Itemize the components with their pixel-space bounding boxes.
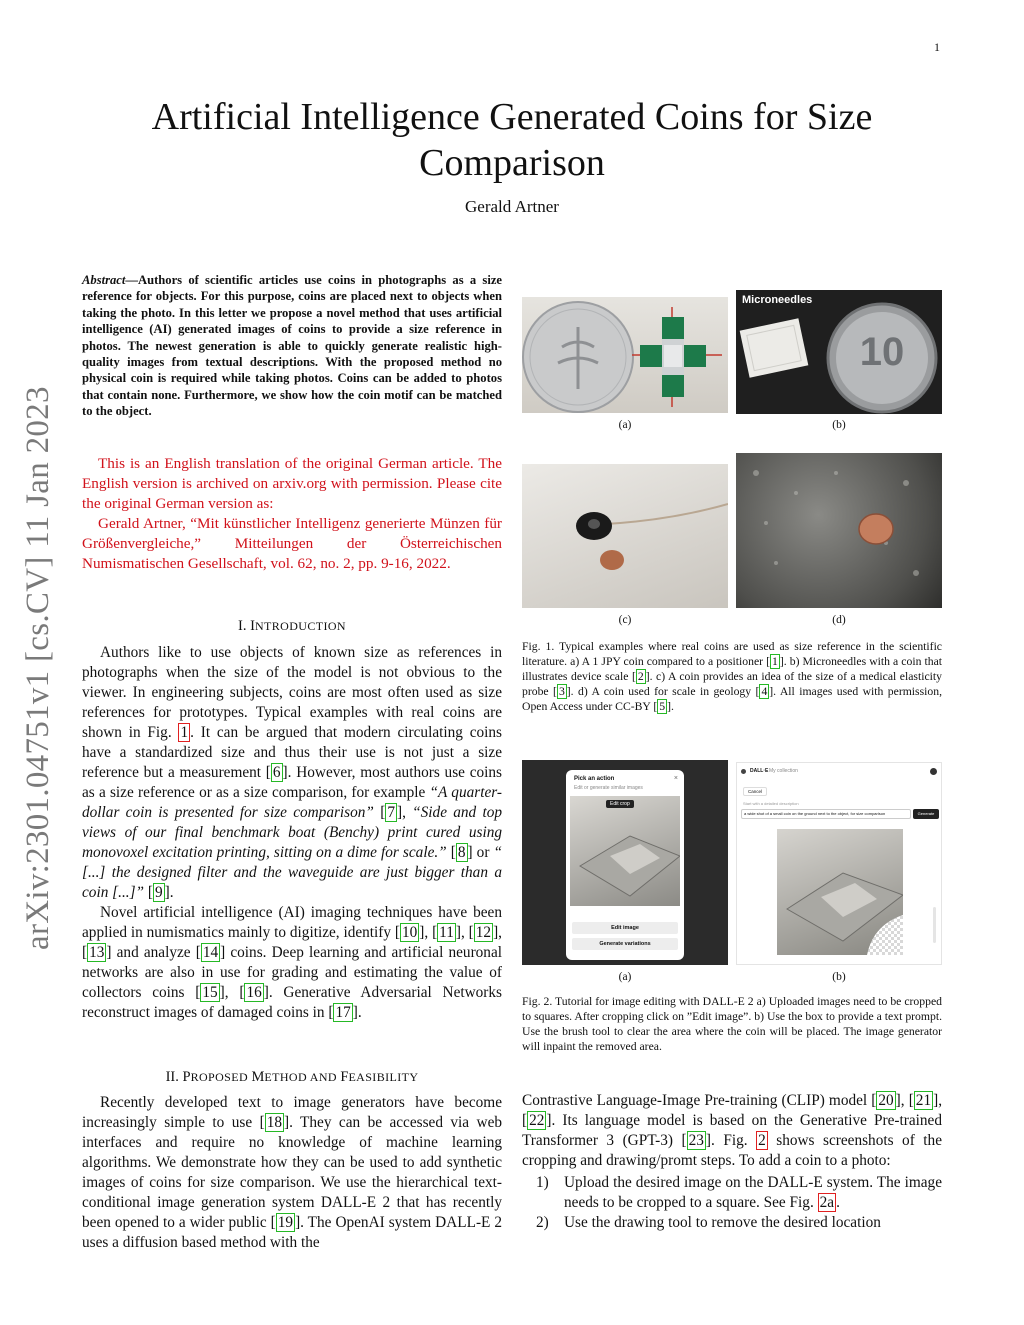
fig2-sub-b: (b) [832, 971, 846, 983]
citation-link[interactable]: 11 [439, 924, 454, 941]
citation-link[interactable]: 19 [277, 1214, 294, 1231]
introduction-body [82, 643, 502, 1023]
method-body-continued [522, 1091, 942, 1233]
citation-link[interactable]: 18 [266, 1114, 282, 1131]
step-1: 1) Upload the desired image on the DALL-E system. The image needs to be cropped to a square. See Fig. 2a . [536, 1174, 942, 1211]
citation-link[interactable]: 22 [529, 1112, 545, 1129]
fig1a-illustration [522, 297, 728, 413]
edit-canvas[interactable] [777, 829, 903, 955]
fig1c-photo [522, 464, 728, 608]
citation-link[interactable]: 9 [154, 884, 163, 901]
fig1c-illustration [522, 464, 728, 608]
fig2b-screenshot [736, 762, 942, 965]
translation-note-intro: This is an English translation of the original German article. The English version is archived on arxiv.org with permission. Please cite the original German version as: [82, 455, 502, 512]
avatar[interactable] [930, 768, 937, 775]
app-name: DALL·E [750, 768, 769, 774]
method-paragraph-1: Recently developed text to image generators have become increasingly simple to use [ 18 ]. They can be accessed via web interfaces and require no knowledge of machine learning algorithms. We demonstrate how they can be used to add synthetic images of coins for size comparison. We use the hierarchical text-conditional image generation system DALL-E 2 that has recently been opened to a wider public [ 19 ]. The OpenAI system DALL-E 2 uses a diffusion based method with the [82, 1094, 503, 1251]
close-icon[interactable]: × [673, 775, 678, 782]
citation-link[interactable]: 2 [637, 670, 644, 683]
prompt-input[interactable]: a wide shot of a small coin on the ground next to the object, for size comparison [741, 809, 911, 819]
section-heading-method: II. PROPOSED METHOD AND FEASIBILITY [165, 1069, 419, 1085]
abstract [82, 272, 502, 420]
citation-link[interactable]: 15 [202, 984, 218, 1001]
citation-link[interactable]: 12 [475, 924, 492, 941]
fig2a-screenshot [522, 760, 728, 965]
citation-link[interactable]: 3 [558, 685, 565, 698]
dialog-title: Pick an action [574, 776, 615, 782]
step-2: 2) Use the drawing tool to remove the desired location [536, 1214, 881, 1231]
translation-note [82, 454, 502, 574]
citation-link[interactable]: 6 [272, 764, 281, 781]
generate-variations-button[interactable]: Generate variations [572, 938, 678, 950]
author-name: Gerald Artner [465, 197, 559, 216]
fig1b-overlay-label: Microneedles [742, 294, 813, 306]
generate-button[interactable]: Generate [913, 809, 939, 819]
abstract-label: Abstract [82, 273, 126, 287]
section-heading-introduction: I. INTRODUCTION [238, 618, 346, 634]
cancel-button[interactable]: Cancel [743, 787, 767, 796]
citation-link[interactable]: 20 [878, 1092, 894, 1109]
fig2-sub-a: (a) [618, 971, 632, 983]
translation-note-citation: Gerald Artner, “Mit künstlicher Intelligenz generierte Münzen für Größenvergleiche,” Mitteilungen der Österreichischen Numismatischen Gesellschaft, vol. 62, no. 2, pp. 9-16, 2022. [82, 515, 502, 572]
prompt-hint: Start with a detailed description [743, 801, 799, 806]
fig2-caption: Fig. 2. Tutorial for image editing with DALL-E 2 a) Uploaded images need to be cropped to squares. After cropping click on ”Edit image”. b) Use the box to provide a text prompt. Use the brush tool to clear the area where the coin will be placed. The image generator will inpaint the removed area. [522, 995, 942, 1053]
intro-paragraph-1: Authors like to use objects of known size as references in photographs when the size of the model is not obvious to the viewer. In engineering subjects, coins are most often used as size references for prototypes. Typical examples with real coins are shown in Fig. 1 . It can be argued that modern circulating coins have a standardized size and thus their use is not just a size reference but a measurement [ 6 ]. However, most authors use coins as a size reference or as a size comparison, for example “A quarter-dollar coin is presented for size comparison” [ 7 ], “Side and top views of our final benchmark boat (Benchy) print cured using monovoxel excitation printing, sitting on a dime for scale.” [ 8 ] or “ [...] the designed filter and the waveguide are just bigger than a coin [...]” [ 9 ]. [82, 644, 503, 901]
fig1-sub-a: (a) [618, 419, 632, 431]
edit-image-button[interactable]: Edit image [572, 922, 678, 934]
citation-link[interactable]: 1 [772, 655, 778, 668]
citation-link[interactable]: 4 [761, 685, 768, 698]
fig1-caption: Fig. 1. Typical examples where real coins are used as size reference in the scientific literature. a) A 1 JPY coin compared to a positioner [ 1 ]. b) Microneedles with a coin that illustrates device scale [ 2 ]. c) A coin provides an idea of the size of a medical elasticity probe [ 3 ]. d) A coin used for scale in geology [ 4 ]. All images used with permission, Open Access under CC-BY [ 5 ]. [522, 640, 943, 713]
citation-link[interactable]: 23 [688, 1132, 704, 1149]
zoom-slider[interactable] [933, 907, 936, 943]
edit-crop-button[interactable]: Edit crop [606, 800, 634, 808]
fig1b-photo [736, 290, 942, 414]
citation-link[interactable]: 7 [387, 804, 395, 821]
citation-link[interactable]: 5 [659, 700, 666, 713]
citation-link[interactable]: 14 [202, 944, 219, 961]
fig1-sub-d: (d) [832, 614, 846, 626]
fig-ref-link[interactable]: 2a [819, 1194, 835, 1211]
citation-link[interactable]: 13 [89, 944, 105, 961]
fig2b-illustration [777, 829, 903, 955]
intro-paragraph-2: Novel artificial intelligence (AI) imaging techniques have been applied in numismatics mainly to digitize, identify [ 10 ], [ 11 ], [ 12 ], [ 13 ] and analyze [ 14 ] coins. Deep learning and artificial neuronal networks are also in use for grading and estimating the value of collectors coins [ 15 ], [ 16 ]. Generative Adversarial Networks reconstruct images of damaged coins in [ 17 ]. [82, 904, 502, 1021]
fig2a-illustration [570, 796, 680, 906]
citation-link[interactable]: 16 [246, 984, 262, 1001]
fig1-sub-b: (b) [832, 419, 846, 431]
page-number: 1 [934, 40, 940, 54]
app-tab[interactable]: My collection [769, 768, 798, 774]
fig1d-illustration [736, 453, 942, 608]
pick-action-dialog [566, 770, 684, 960]
method-paragraph-2: Contrastive Language-Image Pre-training (CLIP) model [ 20 ], [ 21 ], [ 22 ]. Its language model is based on the Generative Pre-trained Transformer 3 (GPT-3) [ 23 ]. Fig. 2 shows screenshots of the cropping and drawing/promt steps. To add a coin to a photo: [522, 1092, 943, 1169]
fig-ref-link[interactable]: 1 [180, 724, 189, 741]
dialog-preview-image [570, 796, 680, 906]
steps-list [522, 1173, 942, 1233]
paper-title: Artificial Intelligence Generated Coins for Size Comparison [151, 96, 873, 184]
fig1b-coin-digits: 10 [859, 330, 905, 374]
fig1-sub-c: (c) [618, 614, 632, 626]
method-body [82, 1093, 502, 1253]
abstract-text: —Authors of scientific articles use coins in photographs as a size reference for objects. For this purpose, coins are placed next to objects when taking the photo. In this letter we propose a novel method that uses artificial intelligence (AI) generated images of coins to provide a size reference in photos. The newest generation is able to quickly generate realistic high-quality images from textual descriptions. With the proposed method no physical coin is required while taking photos. Coins can be added to photos that contain none. Furthermore, we show how the coin motif can be matched to the object. [82, 273, 502, 419]
app-logo-icon [741, 769, 746, 774]
fig-ref-link[interactable]: 2 [758, 1132, 766, 1149]
arxiv-stamp: arXiv:2301.04751v1 [cs.CV] 11 Jan 2023 [20, 386, 56, 950]
citation-link[interactable]: 10 [402, 924, 418, 941]
fig1a-photo [522, 297, 728, 413]
citation-link[interactable]: 17 [335, 1004, 351, 1021]
citation-link[interactable]: 8 [457, 844, 466, 861]
fig1d-photo [736, 453, 942, 608]
dialog-subtitle: Edit or generate similar images [574, 785, 643, 791]
citation-link[interactable]: 21 [915, 1092, 932, 1109]
